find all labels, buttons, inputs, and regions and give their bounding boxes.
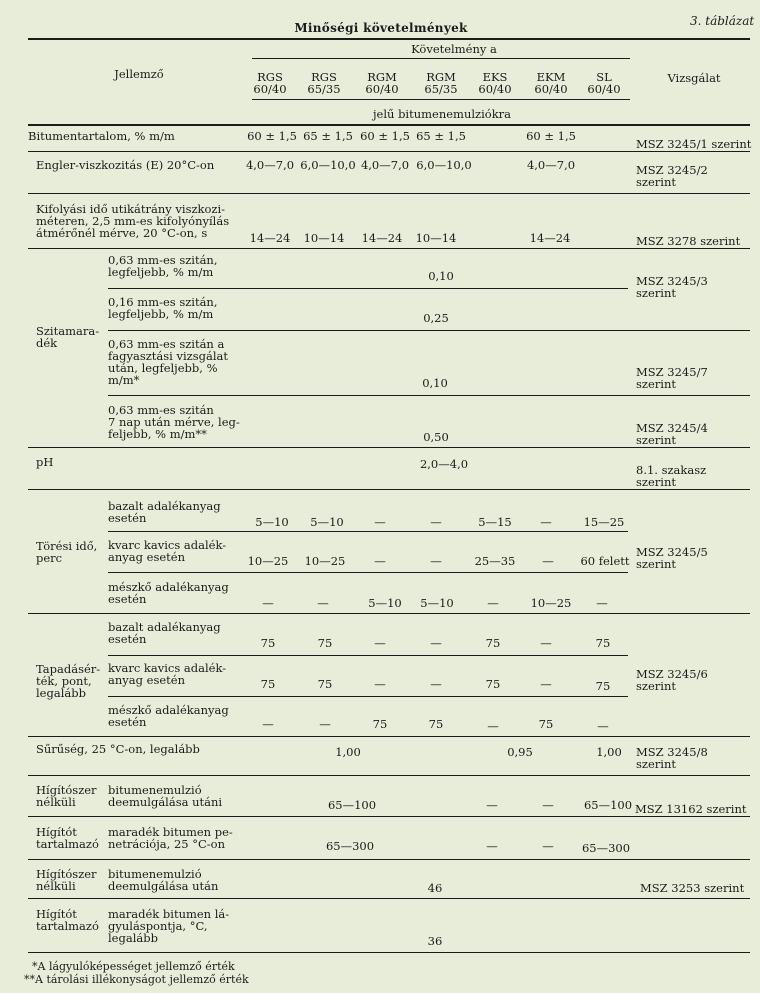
cell-toresi-bazalt-6: — — [540, 515, 552, 529]
cell-toresi-kvarc-4: — — [430, 554, 442, 568]
test-szita-3: MSZ 3245/7 szerint — [636, 365, 708, 391]
cell-higito-4: 36 — [427, 934, 443, 948]
cell-toresi-kvarc-3: — — [374, 554, 386, 568]
test-bitumen: MSZ 3245/1 szerint — [636, 137, 752, 151]
table-number: 3. táblázat — [690, 14, 755, 28]
rule — [28, 898, 750, 899]
rule — [28, 816, 750, 817]
cell-tapadas-meszko-1: — — [262, 717, 274, 731]
row-label-tapadas-bazalt: bazalt adalékanyag esetén — [108, 620, 221, 646]
rule — [28, 489, 750, 490]
cell-toresi-kvarc-1: 10—25 — [247, 554, 289, 568]
cell-toresi-meszko-4: 5—10 — [420, 596, 454, 610]
col-header-rgs-60: RGS 60/40 — [253, 70, 287, 96]
cell-bitumen-6: 60 ± 1,5 — [526, 129, 576, 143]
row-label-toresi-bazalt: bazalt adalékanyag esetén — [108, 499, 221, 525]
cell-toresi-meszko-6: 10—25 — [530, 596, 572, 610]
row-label-higito-1: bitumenemulzió deemulgálása utáni — [108, 783, 223, 809]
test-toresi: MSZ 3245/5 szerint — [636, 545, 708, 571]
cell-tapadas-bazalt-7: 75 — [595, 636, 611, 650]
rule — [28, 613, 750, 614]
cell-higito-2-7: 65—300 — [581, 841, 631, 855]
cell-engler-3: 4,0—7,0 — [360, 158, 410, 172]
cell-ph: 2,0—4,0 — [419, 457, 469, 471]
cell-suruseg-c: 1,00 — [596, 745, 622, 759]
cell-higito-2-a: 65—300 — [325, 839, 375, 853]
cell-suruseg-b: 0,95 — [507, 745, 533, 759]
cell-szita-4: 0,50 — [423, 430, 449, 444]
cell-higito-1-6: — — [542, 798, 554, 812]
test-kifolyasi: MSZ 3278 szerint — [636, 234, 741, 248]
cell-tapadas-bazalt-1: 75 — [260, 636, 276, 650]
cell-tapadas-meszko-7: — — [597, 719, 609, 733]
cell-tapadas-bazalt-2: 75 — [317, 636, 333, 650]
cell-toresi-bazalt-7: 15—25 — [583, 515, 625, 529]
group-tapadas: Tapadásér- ték, pont, legalább — [36, 662, 101, 700]
cell-kifolyasi-6: 14—24 — [529, 231, 571, 245]
test-ph: 8.1. szakasz szerint — [636, 463, 707, 489]
requirement-rule — [252, 58, 630, 59]
rule — [108, 655, 628, 656]
row-label-suruseg: Sűrűség, 25 °C-on, legalább — [36, 742, 200, 756]
rule — [108, 288, 628, 289]
cell-tapadas-meszko-5: — — [487, 719, 499, 733]
header-bottom-rule — [28, 124, 750, 126]
columns-rule — [252, 99, 630, 100]
row-label-szita-2: 0,16 mm-es szitán, legfeljebb, % m/m — [108, 295, 218, 321]
footnote-2: **A tárolási illékonyságot jellemző érték — [24, 973, 249, 986]
cell-tapadas-kvarc-2: 75 — [317, 677, 333, 691]
rule — [28, 775, 750, 776]
row-label-bitumen: Bitumentartalom, % m/m — [28, 129, 175, 143]
cell-engler-4: 6,0—10,0 — [416, 158, 472, 172]
cell-toresi-bazalt-1: 5—10 — [255, 515, 289, 529]
cell-toresi-bazalt-3: — — [374, 515, 386, 529]
row-label-higito-4: maradék bitumen lá- gyuláspontja, °C, legalább — [108, 907, 230, 945]
rule — [108, 531, 628, 532]
row-label-toresi-kvarc: kvarc kavics adalék- anyag esetén — [108, 538, 227, 564]
cell-toresi-meszko-5: — — [487, 596, 499, 610]
cell-szita-2: 0,25 — [423, 311, 449, 325]
row-label-szita-3: 0,63 mm-es szitán a fagyasztási vizsgálat után, legfeljebb, % m/m* — [108, 337, 229, 387]
cell-engler-1: 4,0—7,0 — [245, 158, 295, 172]
cell-toresi-kvarc-5: 25—35 — [474, 554, 516, 568]
cell-higito-2-6: — — [542, 839, 554, 853]
cell-higito-2-5: — — [486, 839, 498, 853]
cell-szita-1: 0,10 — [428, 269, 454, 283]
cell-bitumen-3: 60 ± 1,5 — [360, 129, 410, 143]
cell-szita-3: 0,10 — [422, 376, 448, 390]
header-test: Vizsgálat — [667, 71, 721, 85]
group-szitamaradek: Szitamara- dék — [36, 324, 100, 350]
header-subheader: jelű bitumenemulziókra — [372, 107, 512, 121]
rule — [28, 736, 750, 737]
row-label-toresi-meszko: mészkő adalékanyag esetén — [108, 580, 229, 606]
rule — [28, 248, 750, 249]
group-toresi: Törési idő, perc — [36, 539, 98, 565]
group-higito-4: Hígítót tartalmazó — [36, 907, 99, 933]
row-label-szita-1: 0,63 mm-es szitán, legfeljebb, % m/m — [108, 253, 218, 279]
rule — [108, 572, 628, 573]
cell-bitumen-2: 65 ± 1,5 — [303, 129, 353, 143]
test-szita-4: MSZ 3245/4 szerint — [636, 421, 708, 447]
rule — [108, 395, 750, 396]
cell-tapadas-kvarc-4: — — [430, 677, 442, 691]
cell-kifolyasi-3: 14—24 — [361, 231, 403, 245]
cell-engler-2: 6,0—10,0 — [300, 158, 356, 172]
col-header-sl-60: SL 60/40 — [587, 70, 621, 96]
footnote-1: *A lágyulóképességet jellemző érték — [32, 960, 235, 973]
cell-suruseg-a: 1,00 — [335, 745, 361, 759]
rule — [108, 696, 628, 697]
test-tapadas: MSZ 3245/6 szerint — [636, 667, 708, 693]
cell-tapadas-bazalt-6: — — [540, 636, 552, 650]
cell-toresi-bazalt-2: 5—10 — [310, 515, 344, 529]
col-header-eks-60: EKS 60/40 — [478, 70, 512, 96]
rule — [28, 151, 750, 152]
test-szita-12: MSZ 3245/3 szerint — [636, 274, 708, 300]
row-label-tapadas-kvarc: kvarc kavics adalék- anyag esetén — [108, 661, 227, 687]
rule — [28, 859, 750, 860]
header-requirement: Követelmény a — [411, 42, 497, 56]
cell-toresi-meszko-7: — — [596, 596, 608, 610]
rule — [28, 952, 750, 953]
test-suruseg: MSZ 3245/8 szerint — [636, 745, 708, 771]
cell-toresi-meszko-1: — — [262, 596, 274, 610]
header-top-rule — [28, 38, 750, 40]
row-label-higito-2: maradék bitumen pe- netrációja, 25 °C-on — [108, 825, 233, 851]
cell-tapadas-bazalt-5: 75 — [485, 636, 501, 650]
cell-tapadas-meszko-2: — — [319, 717, 331, 731]
group-higito-1: Hígítószer nélküli — [36, 783, 97, 809]
cell-tapadas-meszko-4: 75 — [428, 717, 444, 731]
cell-kifolyasi-1: 14—24 — [249, 231, 291, 245]
test-higito-3: MSZ 3253 szerint — [640, 881, 745, 895]
row-label-engler: Engler-viszkozitás (E) 20°C-on — [36, 158, 215, 172]
row-label-kifolyasi: Kifolyási idő utikátrány viszkozi- méteren, 2,5 mm-es kifolyónyílás átmérőnél mérve, 20 °C-on, s — [36, 202, 230, 240]
row-label-tapadas-meszko: mészkő adalékanyag esetén — [108, 703, 229, 729]
cell-kifolyasi-4: 10—14 — [415, 231, 457, 245]
cell-toresi-meszko-2: — — [317, 596, 329, 610]
cell-kifolyasi-2: 10—14 — [303, 231, 345, 245]
cell-tapadas-bazalt-4: — — [430, 636, 442, 650]
group-higito-2: Hígítót tartalmazó — [36, 825, 99, 851]
table-title: Minőségi követelmények — [294, 21, 468, 35]
cell-toresi-kvarc-2: 10—25 — [304, 554, 346, 568]
rule — [28, 447, 750, 448]
col-header-rgs-65: RGS 65/35 — [307, 70, 341, 96]
cell-toresi-bazalt-5: 5—15 — [478, 515, 512, 529]
cell-tapadas-meszko-3: 75 — [372, 717, 388, 731]
cell-toresi-meszko-3: 5—10 — [368, 596, 402, 610]
test-higito-1: MSZ 13162 szerint — [635, 802, 747, 816]
cell-tapadas-kvarc-5: 75 — [485, 677, 501, 691]
cell-tapadas-kvarc-3: — — [374, 677, 386, 691]
cell-tapadas-kvarc-6: — — [540, 677, 552, 691]
group-higito-3: Hígítószer nélküli — [36, 867, 97, 893]
cell-toresi-kvarc-6: — — [542, 554, 554, 568]
test-engler: MSZ 3245/2 szerint — [636, 163, 708, 189]
cell-toresi-bazalt-4: — — [430, 515, 442, 529]
cell-higito-1-7: 65—100 — [583, 798, 633, 812]
row-label-ph: pH — [36, 455, 54, 469]
col-header-rgm-60: RGM 60/40 — [365, 70, 399, 96]
cell-tapadas-kvarc-7: 75 — [595, 679, 611, 693]
cell-higito-1-5: — — [486, 798, 498, 812]
cell-engler-6: 4,0—7,0 — [526, 158, 576, 172]
cell-bitumen-4: 65 ± 1,5 — [416, 129, 466, 143]
col-header-ekm-60: EKM 60/40 — [534, 70, 568, 96]
cell-toresi-kvarc-7: 60 felett — [580, 554, 630, 568]
row-label-higito-3: bitumenemulzió deemulgálása után — [108, 867, 219, 893]
cell-higito-3: 46 — [427, 881, 443, 895]
cell-tapadas-bazalt-3: — — [374, 636, 386, 650]
rule — [108, 330, 750, 331]
rule — [28, 193, 750, 194]
cell-tapadas-kvarc-1: 75 — [260, 677, 276, 691]
cell-higito-1-a: 65—100 — [327, 798, 377, 812]
cell-tapadas-meszko-6: 75 — [538, 717, 554, 731]
header-characteristic: Jellemző — [114, 67, 164, 81]
row-label-szita-4: 0,63 mm-es szitán 7 nap után mérve, leg- feljebb, % m/m** — [108, 403, 240, 441]
cell-bitumen-1: 60 ± 1,5 — [247, 129, 297, 143]
col-header-rgm-65: RGM 65/35 — [424, 70, 458, 96]
